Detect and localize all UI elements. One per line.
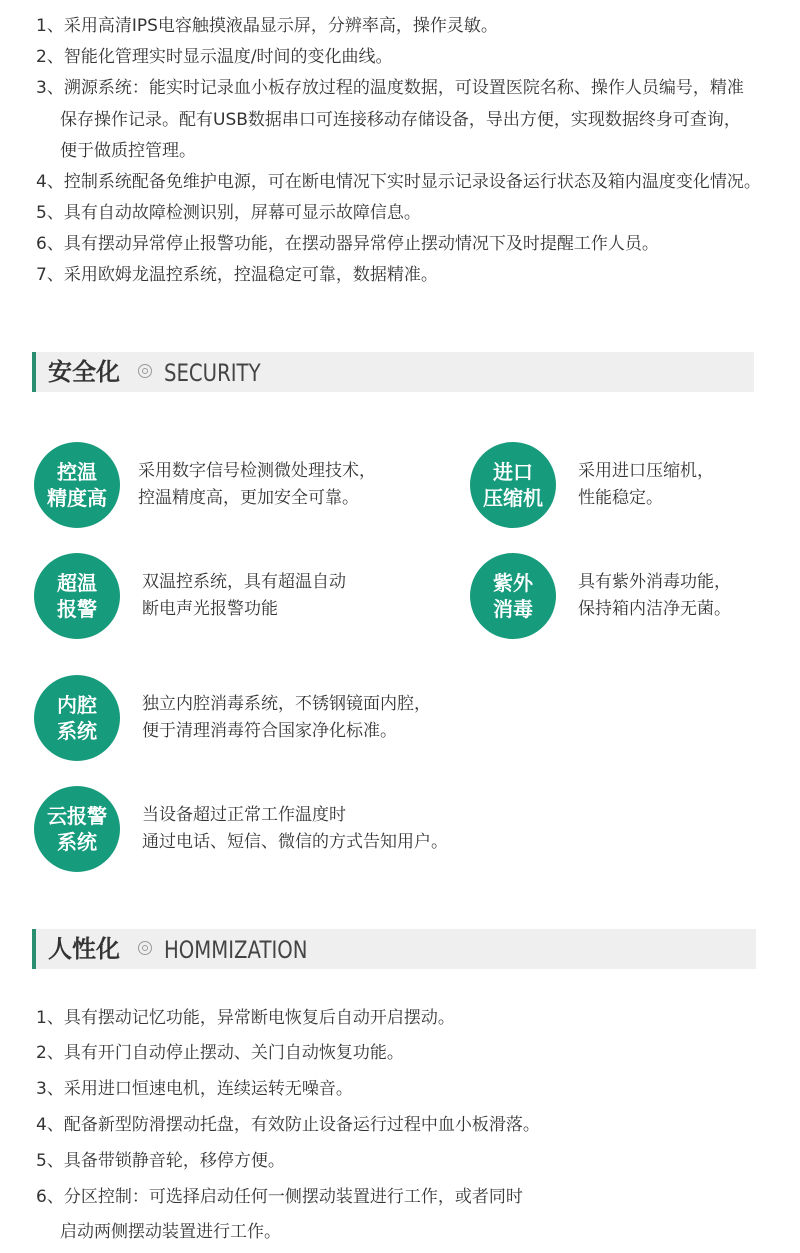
feature-badge [34,442,120,528]
list-item: 6、分区控制：可选择启动任何一侧摆动装置进行工作，或者同时 [36,1187,523,1207]
badge-line: 报警 [57,597,97,621]
security-section-header [32,352,754,392]
feature-line: 采用数字信号检测微处理技术， [138,461,376,481]
feature-line: 通过电话、短信、微信的方式告知用户。 [142,832,448,852]
feature-text [142,569,346,623]
list-item: 便于做质控管理。 [60,141,196,161]
list-item: 7、采用欧姆龙温控系统，控温稳定可靠，数据精准。 [36,265,438,285]
badge-line: 精度高 [47,486,107,510]
section-subtitle: SECURITY [164,359,261,387]
feature-line: 性能稳定。 [578,488,663,508]
feature-badge [34,675,120,761]
badge-line: 消毒 [493,597,533,621]
list-item: 启动两侧摆动装置进行工作。 [60,1222,281,1242]
badge-line: 控温 [57,460,97,484]
badge-line: 系统 [57,830,97,854]
feature-badge [34,786,120,872]
badge-line: 紫外 [493,571,533,595]
list-item: 1、具有摆动记忆功能，异常断电恢复后自动开启摆动。 [36,1008,455,1028]
feature-line: 保持箱内洁净无菌。 [578,599,731,619]
feature-text [142,691,431,745]
badge-line: 内腔 [57,693,97,717]
list-item: 5、具备带锁静音轮，移停方便。 [36,1151,285,1171]
circle-dot-icon [138,364,152,378]
list-item: 5、具有自动故障检测识别，屏幕可显示故障信息。 [36,203,421,223]
section-accent-bar [32,352,36,392]
feature-text [578,458,714,512]
feature-line: 采用进口压缩机， [578,461,714,481]
feature-badge [34,553,120,639]
circle-dot-icon [138,941,152,955]
section-title: 安全化 [48,358,120,386]
list-item: 3、溯源系统：能实时记录血小板存放过程的温度数据，可设置医院名称、操作人员编号，精准 [36,78,744,98]
feature-text [142,802,448,856]
feature-line: 具有紫外消毒功能， [578,572,731,592]
feature-line: 独立内腔消毒系统，不锈钢镜面内腔， [142,694,431,714]
feature-line: 控温精度高，更加安全可靠。 [138,488,359,508]
badge-line: 云报警 [47,804,107,828]
list-item: 6、具有摆动异常停止报警功能，在摆动器异常停止摆动情况下及时提醒工作人员。 [36,234,659,254]
feature-badge [470,553,556,639]
section-accent-bar [32,929,36,969]
list-item: 3、采用进口恒速电机，连续运转无噪音。 [36,1079,353,1099]
list-item: 保存操作记录。配有USB数据串口可连接移动存储设备，导出方便，实现数据终身可查询， [60,110,741,130]
badge-line: 系统 [57,719,97,743]
feature-text [138,458,376,512]
list-item: 1、采用高清IPS电容触摸液晶显示屏，分辨率高，操作灵敏。 [36,16,498,36]
list-item: 4、控制系统配备免维护电源，可在断电情况下实时显示记录设备运行状态及箱内温度变化情况。 [36,172,761,192]
list-item: 2、具有开门自动停止摆动、关门自动恢复功能。 [36,1043,404,1063]
section-title: 人性化 [48,935,120,963]
list-item: 2、智能化管理实时显示温度/时间的变化曲线。 [36,47,393,67]
badge-line: 进口 [493,460,533,484]
feature-line: 断电声光报警功能 [142,599,278,619]
hommization-section-header [32,929,756,969]
list-item: 4、配备新型防滑摆动托盘，有效防止设备运行过程中血小板滑落。 [36,1115,540,1135]
feature-line: 双温控系统，具有超温自动 [142,572,346,592]
feature-badge [470,442,556,528]
badge-line: 压缩机 [483,486,543,510]
badge-line: 超温 [57,571,97,595]
feature-line: 当设备超过正常工作温度时 [142,805,346,825]
feature-text [578,569,731,623]
section-subtitle: HOMMIZATION [164,936,308,964]
feature-line: 便于清理消毒符合国家净化标准。 [142,721,397,741]
